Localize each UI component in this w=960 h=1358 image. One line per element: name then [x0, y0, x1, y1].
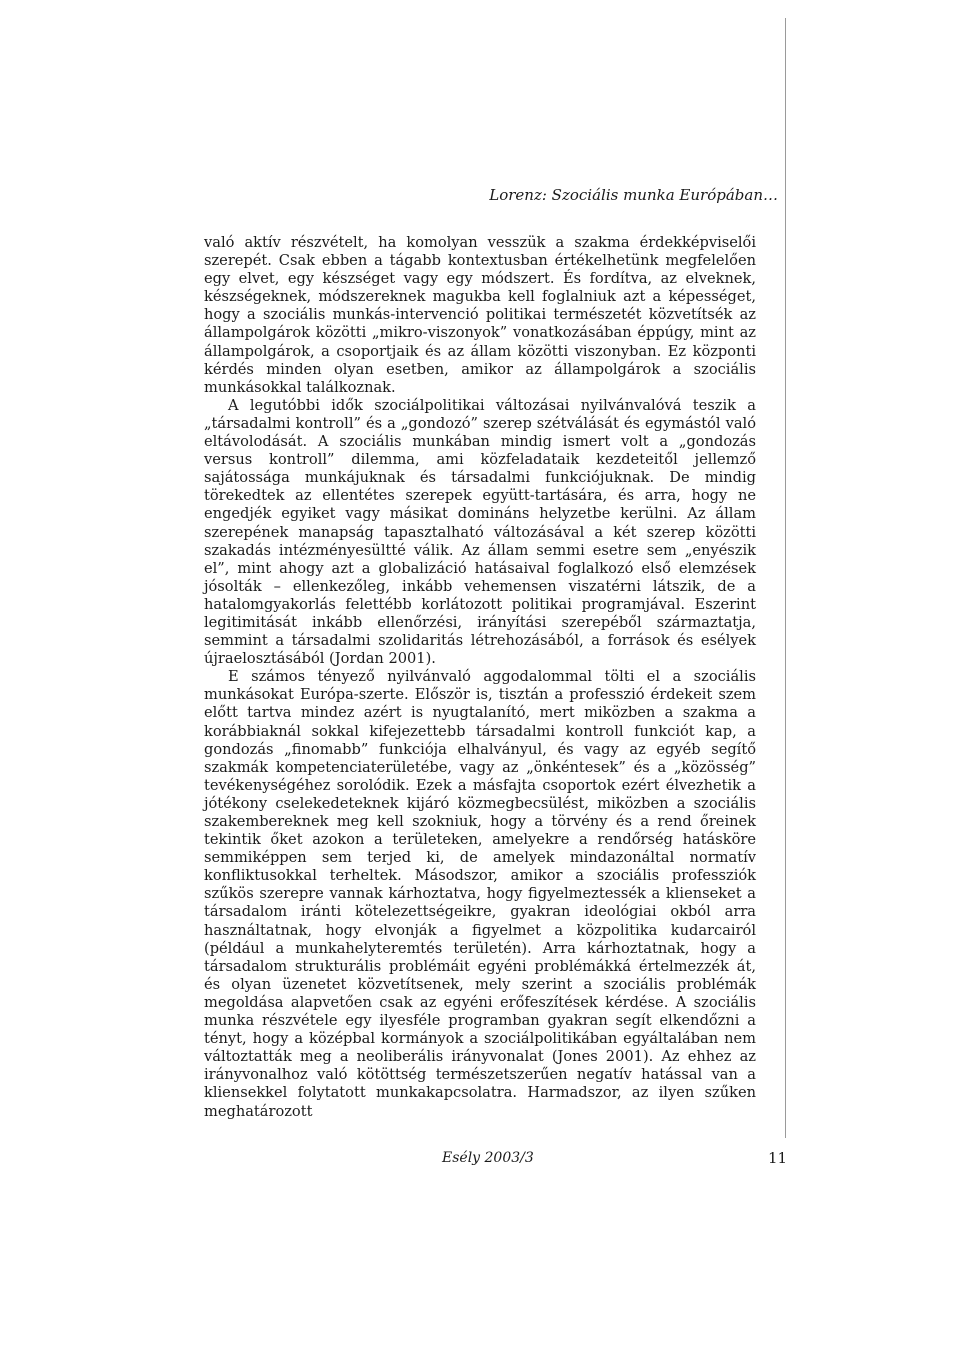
margin-rule [785, 18, 786, 1138]
footer-journal-title: Esély 2003/3 [442, 1150, 534, 1166]
paragraph-1: való aktív részvételt, ha komolyan vesszük a szakma érdekképviselői szerepét. Csak ebben a tágabb kontextusban értékelhetünk megfelelően egy elvet, egy készséget vagy egy módszert. És fordítva, az elveknek, készségeknek, módszereknek magukba kell foglalniuk azt a képességet, hogy a szociális munkás-intervenció politikai természetét közvetítsék az állampolgárok közötti „mikro-viszonyok” vonatkozásában éppúgy, mint az állampolgárok, a csoportjaik és az állam közötti viszonyban. Ez központi kérdés minden olyan esetben, amikor az állampolgárok a szociális munkásokkal találkoznak. [204, 234, 756, 396]
running-header: Lorenz: Szociális munka Európában… [489, 186, 778, 204]
paragraph-3: E számos tényező nyilvánvaló aggodalommal tölti el a szociális munkásokat Európa-szerte. Először is, tisztán a professzió érdekeit szem előtt tartva mindez azért is nyugtalanító, mert miközben a szakma a korábbiaknál sokkal kifejezettebb társadalmi kontroll funkciót kap, a gondozás „finomabb” funkciója elhalványul, és vagy az egyéb segítő szakmák kompetenciaterületébe, vagy az „önkéntesek” és a „közösség” tevékenységéhez sorolódik. Ezek a másfajta csoportok ezért élvezhetik a jótékony cselekedeteknek kijáró közmegbecsülést, miközben a szociális szakembereknek meg kell szokniuk, hogy a törvény és a rend őreinek tekintik őket azokon a területeken, amelyekre a rendőrség hatásköre semmiképpen sem terjed ki, de amelyek mindazonáltal normatív konfliktusokkal terheltek. Másodszor, amikor a szociális professziók szűkös szerepre vannak kárhoztatva, hogy figyelmeztessék a klienseket a társadalom iránti kötelezettségeikre, gyakran ideológiai okból arra használtatnak, hogy elvonják a figyelmet a közpolitika kudarcairól (például a munkahelyteremtés területén). Arra kárhoztatnak, hogy a társadalom strukturális problémáit egyéni problémákká értelmezzék át, és olyan üzenetet közvetítsenek, mely szerint a szociális problémák megoldása alapvetően csak az egyéni erőfeszítések kérdése. A szociális munka részvétele egy ilyesféle programban gyakran segít elkendőzni a tényt, hogy a középbal kormányok a szociálpolitikában egyáltalában nem változtatták meg a neoliberális irányvonalat (Jones 2001). Az ehhez az irányvonalhoz való kötöttség természetszerűen negatív hatással van a kliensekkel folytatott munkakapcsolatra. Harmadszor, az ilyen szűken meghatározott [204, 668, 756, 1120]
article-body [204, 234, 756, 1121]
paragraph-2: A legutóbbi idők szociálpolitikai változásai nyilvánvalóvá teszik a „társadalmi kontroll” és a „gondozó” szerep szétválását és egymástól való eltávolodását. A szociális munkában mindig ismert volt a „gondozás versus kontroll” dilemma, ami közfeladataik kezdeteitől jellemző sajátossága munkájuknak és társadalmi funkciójuknak. De mindig törekedtek az ellentétes szerepek együtt-tartására, és arra, hogy ne engedjék egyiket vagy másikat domináns helyzetbe kerülni. Az állam szerepének manapság tapasztalható változásával a két szerep közötti szakadás intézményesültté válik. Az állam semmi esetre sem „enyészik el”, mint ahogy azt a globalizáció hatásaival foglalkozó első elemzések jósolták – ellenkezőleg, inkább vehemensen viszatérni látszik, de a hatalomgyakorlás felettébb korlátozott politikai programjával. Eszerint legitimitását inkább ellenőrzési, irányítási szerepéből származtatja, semmint a társadalmi szolidaritás létrehozásából, a források és esélyek újraelosztásából (Jordan 2001). [204, 396, 756, 668]
page-number: 11 [768, 1149, 788, 1167]
